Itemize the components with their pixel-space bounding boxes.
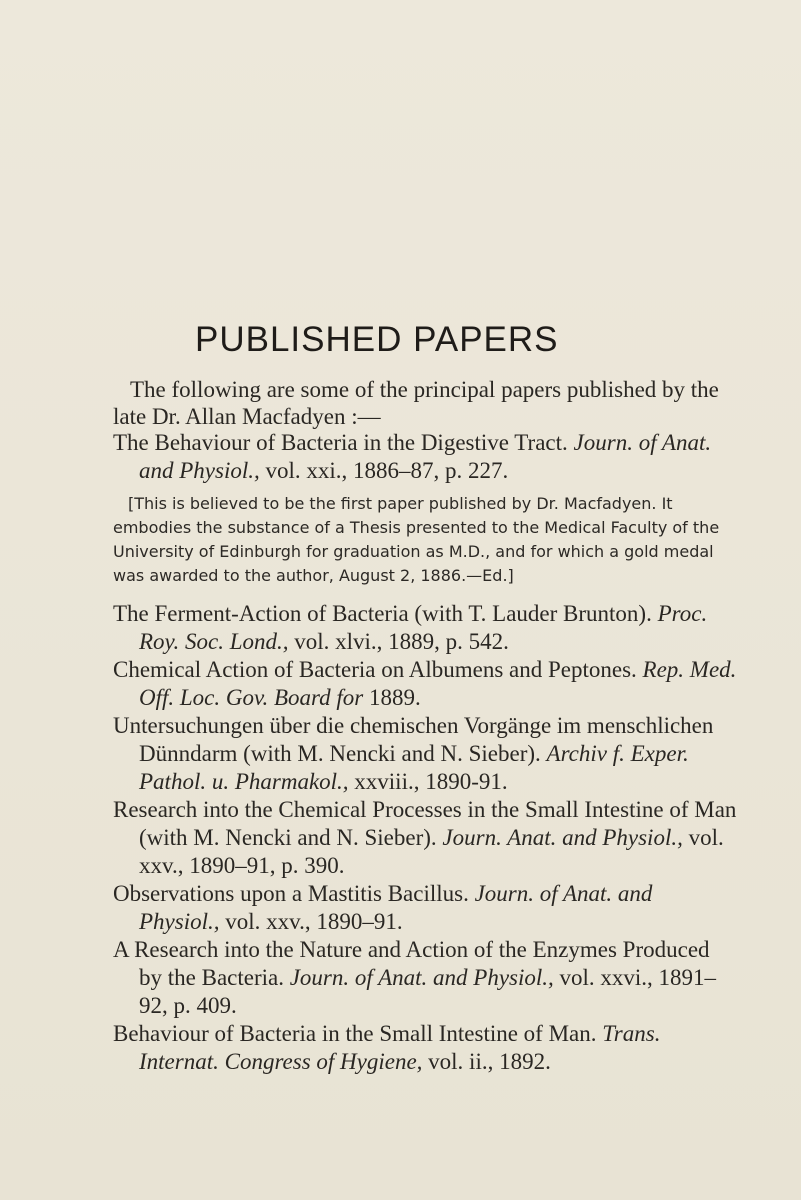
paper-details: xxviii., 1890-91. [354,769,508,794]
paper-journal: Journ. of Anat. and Physiol., [139,430,712,483]
paper-journal: Rep. Med. Off. Loc. Gov. Board for [139,657,737,710]
intro-paragraph: The following are some of the principal papers published by the late Dr. Allan Macfadyen :— [113,377,719,429]
paper-title: Untersuchungen über die chemischen Vorgänge im menschlichen Dünndarm (with M. Nencki and N. Sieber). [113,713,714,766]
paper-details: vol. xxv., 1890–91. [225,909,403,934]
paper-title: The Ferment-Action of Bacteria (with T. Lauder Brunton). [113,601,652,626]
paper-details: vol. xxvi., 1891–92, p. 409. [139,965,717,1018]
paper-entry [113,796,738,880]
paper-title: Research into the Chemical Processes in the Small Intestine of Man (with M. Nencki and N. Sieber). [113,797,737,850]
paper-details: vol. xlvi., 1889, p. 542. [294,629,509,654]
paper-title: The Behaviour of Bacteria in the Digestive Tract. [113,430,568,455]
paper-details: 1889. [369,685,421,710]
page-title: PUBLISHED PAPERS [195,320,559,359]
paper-entry [113,712,738,796]
paper-entry [113,600,738,656]
paper-title: Behaviour of Bacteria in the Small Intestine of Man. [113,1021,597,1046]
paper-journal: Archiv f. Exper. Pathol. u. Pharmakol., [139,741,689,794]
editor-note: [This is believed to be the first paper published by Dr. Macfadyen. It embodies the substance of a Thesis presented to the Medical Faculty of the University of Edinburgh for graduation as M.D., and for which a gold medal was awarded to the author, August 2, 1886.—Ed.] [113,494,720,585]
paper-title: Observations upon a Mastitis Bacillus. [113,881,469,906]
paper-journal: Journ. of Anat. and Physiol., [139,881,653,934]
papers-list [113,429,738,1076]
paper-entry [113,880,738,936]
paper-entry [113,656,738,712]
paper-entry [113,429,738,485]
paper-details: vol. xxv., 1890–91, p. 390. [139,825,724,878]
paper-journal: Journ. of Anat. and Physiol., [289,965,554,990]
paper-entry [113,1020,738,1076]
paper-journal: Trans. Internat. Congress of Hygiene, [139,1021,661,1074]
paper-journal: Journ. Anat. and Physiol., [442,825,683,850]
paper-journal: Proc. Roy. Soc. Lond., [139,601,708,654]
paper-entry [113,936,738,1020]
paper-title: Chemical Action of Bacteria on Albumens and Peptones. [113,657,637,682]
paper-details: vol. ii., 1892. [428,1049,551,1074]
paper-title: A Research into the Nature and Action of the Enzymes Produced by the Bacteria. [113,937,710,990]
paper-details: vol. xxi., 1886–87, p. 227. [265,458,509,483]
